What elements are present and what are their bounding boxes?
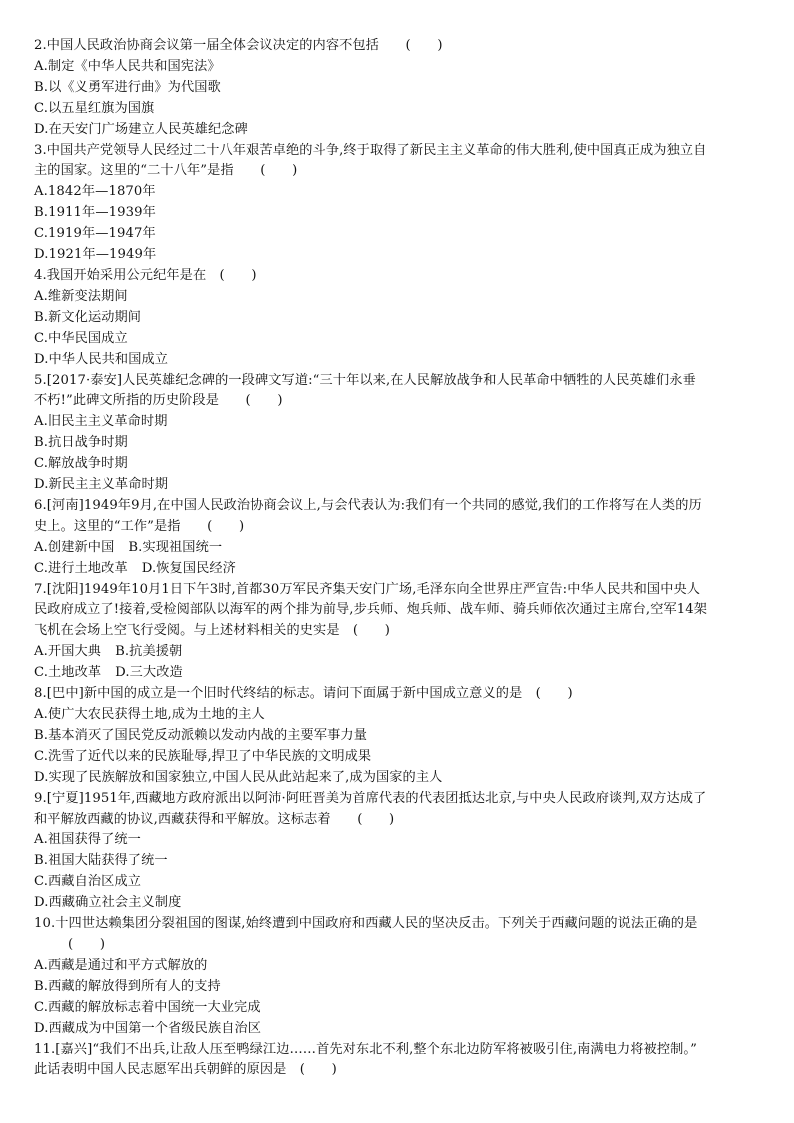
answer-option: B.1911年—1939年 — [34, 205, 156, 221]
question-8 — [34, 684, 769, 789]
answer-option: A.开国大典 — [34, 644, 102, 660]
question-stem-continued: 飞机在会场上空飞行受阅。与上述材料相关的史实是 ( ) — [34, 623, 390, 639]
answer-option: D.西藏确立社会主义制度 — [34, 895, 182, 911]
answer-option: C.西藏的解放标志着中国统一大业完成 — [34, 999, 261, 1015]
question-9 — [34, 789, 769, 914]
answer-option: D.1921年—1949年 — [34, 247, 157, 263]
answer-option: D.新民主主义革命时期 — [34, 477, 169, 493]
question-11 — [34, 1040, 769, 1082]
answer-option: D.恢复国民经济 — [141, 560, 236, 576]
question-stem: 8.[巴中]新中国的成立是一个旧时代终结的标志。请问下面属于新中国成立意义的是 ( ) — [34, 686, 573, 702]
answer-option: D.在天安门广场建立人民英雄纪念碑 — [34, 121, 248, 137]
question-stem-continued: 和平解放西藏的协议,西藏获得和平解放。这标志着 ( ) — [34, 811, 395, 827]
answer-option: B.基本消灭了国民党反动派赖以发动内战的主要军事力量 — [34, 727, 367, 743]
question-6 — [34, 496, 769, 580]
answer-option-row — [34, 663, 769, 684]
answer-option: D.三大改造 — [115, 665, 183, 681]
question-stem: 5.[2017·泰安]人民英雄纪念碑的一段碑文写道:“三十年以来,在人民解放战争和人民革命中牺牲的人民英雄们永垂 — [34, 372, 696, 388]
answer-option: B.抗日战争时期 — [34, 435, 128, 451]
answer-option: D.实现了民族解放和国家独立,中国人民从此站起来了,成为国家的主人 — [34, 769, 443, 785]
question-stem: 9.[宁夏]1951年,西藏地方政府派出以阿沛·阿旺晋美为首席代表的代表团抵达北京,与中央人民政府谈判,双方达成了 — [34, 790, 707, 806]
question-stem: 3.中国共产党领导人民经过二十八年艰苦卓绝的斗争,终于取得了新民主主义革命的伟大胜利,使中国真正成为独立自 — [34, 142, 707, 158]
question-stem: 11.[嘉兴]“我们不出兵,让敌人压至鸭绿江边……首先对东北不利,整个东北边防军将被吸引住,南满电力将被控制。” — [34, 1041, 697, 1057]
answer-option-row — [34, 642, 769, 663]
question-4 — [34, 266, 769, 371]
question-5 — [34, 371, 769, 496]
answer-option: A.使广大农民获得土地,成为土地的主人 — [34, 707, 265, 722]
question-3 — [34, 141, 769, 266]
question-7 — [34, 580, 769, 685]
answer-option: C.中华民国成立 — [34, 330, 128, 346]
answer-option: A.创建新中国 — [34, 539, 115, 555]
answer-option: C.洗雪了近代以来的民族耻辱,捍卫了中华民族的文明成果 — [34, 748, 372, 764]
question-2 — [34, 36, 769, 141]
question-stem-continued: 主的国家。这里的“二十八年”是指 ( ) — [34, 163, 298, 179]
answer-option-row — [34, 538, 769, 559]
question-stem: 10.十四世达赖集团分裂祖国的图谋,始终遭到中国政府和西藏人民的坚决反击。下列关于西藏问题的说法正确的是 — [34, 916, 698, 932]
answer-option: B.新文化运动期间 — [34, 309, 142, 325]
question-stem-continued: 不朽!”此碑文所指的历史阶段是 ( ) — [34, 393, 283, 409]
answer-option: B.实现祖国统一 — [128, 539, 223, 555]
answer-option: B.抗美援朝 — [115, 644, 183, 660]
answer-option: A.1842年—1870年 — [34, 184, 156, 200]
answer-option: D.西藏成为中国第一个省级民族自治区 — [34, 1020, 262, 1036]
exam-page — [34, 36, 769, 1081]
question-stem: 7.[沈阳]1949年10月1日下午3时,首都30万军民齐集天安门广场,毛泽东向全世界庄严宣告:中华人民共和国中央人 — [34, 581, 701, 597]
answer-option-row — [34, 559, 769, 580]
answer-option: A.祖国获得了统一 — [34, 832, 141, 848]
answer-option: B.祖国大陆获得了统一 — [34, 853, 168, 869]
question-stem-continued: 史上。这里的“工作”是指 ( ) — [34, 518, 245, 534]
answer-option: A.西藏是通过和平方式解放的 — [34, 957, 208, 973]
answer-option: B.西藏的解放得到所有人的支持 — [34, 978, 221, 994]
question-stem: 6.[河南]1949年9月,在中国人民政治协商会议上,与会代表认为:我们有一个共同的感觉,我们的工作将写在人类的历 — [34, 497, 702, 513]
answer-option: A.维新变法期间 — [34, 288, 128, 304]
question-stem-continued: ( ) — [68, 936, 106, 952]
question-stem: 2.中国人民政治协商会议第一届全体会议决定的内容不包括 ( ) — [34, 38, 443, 53]
answer-option: C.解放战争时期 — [34, 456, 128, 472]
question-10 — [34, 914, 769, 1039]
question-stem: 4.我国开始采用公元纪年是在 ( ) — [34, 267, 257, 283]
answer-option: D.中华人民共和国成立 — [34, 351, 169, 367]
answer-option: C.土地改革 — [34, 665, 102, 681]
answer-option: C.1919年—1947年 — [34, 226, 156, 242]
answer-option: C.以五星红旗为国旗 — [34, 100, 155, 116]
answer-option: A.制定《中华人民共和国宪法》 — [34, 58, 221, 74]
answer-option: C.西藏自治区成立 — [34, 874, 142, 890]
answer-option: B.以《义勇军进行曲》为代国歌 — [34, 79, 221, 95]
answer-option: C.进行土地改革 — [34, 560, 128, 576]
answer-option: A.旧民主主义革命时期 — [34, 414, 168, 430]
question-stem-continued: 民政府成立了!接着,受检阅部队以海军的两个排为前导,步兵师、炮兵师、战车师、骑兵师依次通过主席台,空军14架 — [34, 602, 708, 618]
question-stem-continued: 此话表明中国人民志愿军出兵朝鲜的原因是 ( ) — [34, 1062, 337, 1078]
